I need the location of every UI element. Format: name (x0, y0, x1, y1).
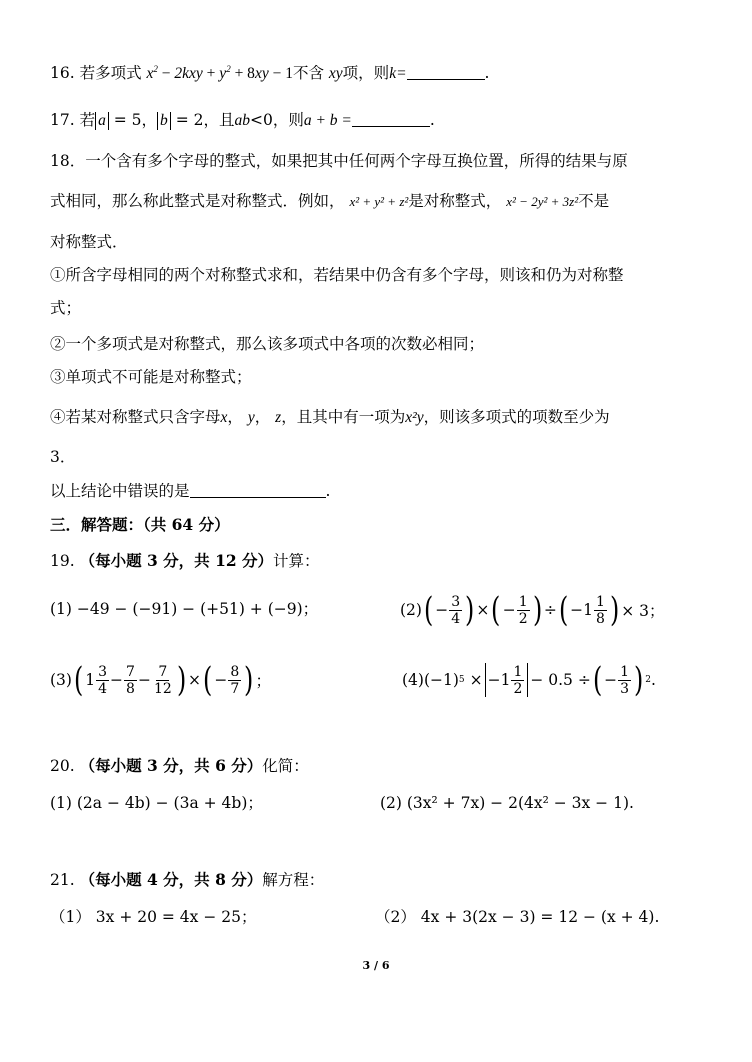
question-19-header (50, 550, 320, 572)
q21-points: （每小题 4 分，共 8 分） (79, 870, 263, 889)
q21-task: 解方程： (262, 871, 325, 889)
p4-mid: − 0.5 ÷ (530, 671, 591, 689)
p2-times: × (476, 601, 490, 619)
q20-task: 化简： (262, 757, 309, 775)
q16-end: . (484, 64, 490, 82)
q18-expr1: x² + y² + z² (349, 194, 409, 209)
question-20-header (50, 755, 309, 777)
p4-label: (4) (402, 671, 424, 689)
q16-tail: 不含 (292, 64, 324, 82)
q17-end: . (429, 111, 435, 129)
s4b: ，且其中有一项为 (281, 408, 406, 426)
answer-blank-18[interactable] (190, 483, 326, 498)
q19-points: （每小题 3 分，共 12 分） (79, 551, 274, 570)
q21-part1: （1） 3x + 20 = 4x − 25； (50, 908, 257, 926)
q18-line2a: 式相同，那么称此整式是对称整式．例如， (50, 192, 345, 210)
s4-y: y (247, 409, 255, 426)
section-heading: 三．解答题：（共 64 分） (50, 515, 230, 534)
q19-part1: (1) −49 − (−91) − (+51) + (−9)； (50, 600, 319, 618)
p3-end: ； (255, 672, 272, 690)
s4-z: z (275, 409, 282, 426)
q18-line2c: 不是 (578, 192, 610, 210)
statement-1b: 式； (50, 299, 82, 317)
answer-blank-16[interactable] (407, 65, 485, 80)
page-number: 3 / 6 (362, 959, 390, 972)
frac-1-8: $\frac{1}{8}$ (596, 593, 605, 627)
question-16 (50, 62, 489, 85)
q19-part4: (4) (−1) 5 × −1 $\frac{1}{2}$ − 0.5 ÷ ( − $\frac{1}{3}$ ) 2 . (402, 660, 656, 700)
q20-points: （每小题 3 分，共 6 分） (79, 756, 263, 775)
p4-pow: (−1) (423, 671, 459, 689)
q17-eq2: = 2，且 (170, 111, 235, 129)
statement-2: ②一个多项式是对称整式，那么该多项式中各项的次数必相同； (50, 335, 485, 353)
q16-polynomial: $x^2 - 2kxy + y^2 + 8xy - 1$ (146, 64, 293, 82)
frac-8-7: $\frac{8}{7}$ (230, 663, 240, 697)
q21-num: 21. (50, 871, 75, 889)
q16-xy: xy (328, 65, 343, 82)
q17-ab: ab (234, 112, 250, 129)
conclusion-end: . (325, 482, 331, 500)
statement-3: ③单项式不可能是对称整式； (50, 368, 252, 386)
q17-text: 17. 若 (50, 111, 96, 129)
q17-apb: a + b = (303, 112, 352, 129)
p4-end: . (651, 671, 656, 689)
p2-x3: × 3； (621, 602, 665, 620)
answer-blank-17[interactable] (352, 112, 430, 127)
q16-k: k= (389, 65, 407, 82)
q19-num: 19. (50, 552, 75, 570)
statement-4-end: 3． (50, 448, 76, 466)
question-21-header (50, 869, 324, 891)
question-17 (50, 109, 435, 132)
frac-7-12: $\frac{7}{12}$ (153, 663, 172, 697)
q21-part2: （2） 4x + 3(2x − 3) = 12 − (x + 4). (375, 908, 660, 926)
s4-x: x (220, 409, 228, 426)
statement-4: ④若某对称整式只含字母x， y， z，且其中有一项为x²y，则该多项式的项数至少为 (50, 408, 610, 426)
p2-label: (2) (400, 601, 422, 619)
statement-1a: ①所含字母相同的两个对称整式求和，若结果中仍含有多个字母，则该和仍为对称整 (50, 266, 624, 284)
q19-part2: (2) ( − $\frac{3}{4}$ ) × ( − $\frac{1}{2}$ ) ÷ ( −1 $\frac{1}{8}$ ) × 3； (400, 590, 665, 630)
p2-div: ÷ (543, 601, 557, 619)
q19-task: 计算： (273, 552, 320, 570)
frac-3-4: $\frac{3}{4}$ (451, 593, 461, 627)
abs-b: b (157, 112, 171, 130)
q18-line2b: 是对称整式， (408, 192, 502, 210)
abs-a: a (95, 112, 109, 130)
q18-line3: 对称整式． (50, 233, 128, 251)
s4-term: x²y (405, 409, 424, 426)
q20-part2: (2) (3x² + 7x) − 2(4x² − 3x − 1). (380, 794, 634, 812)
frac-1-3: $\frac{1}{3}$ (620, 663, 630, 697)
q16-tail2: 项，则 (342, 64, 390, 82)
q16-text: 16. 若多项式 (50, 64, 142, 82)
q17-eq5: = 5， (108, 111, 158, 129)
q18-line1: 18．一个含有多个字母的整式，如果把其中任何两个字母互换位置，所得的结果与原 (50, 152, 628, 170)
q19-part3: (3) ( 1 $\frac{3}{4}$ − $\frac{7}{8}$ − $\frac{7}{12}$ ) × ( − $\frac{8}{7}$ ) ； (50, 660, 272, 700)
frac-1-2: $\frac{1}{2}$ (518, 593, 528, 627)
frac-7-8: $\frac{7}{8}$ (126, 663, 135, 697)
q18-line2 (50, 190, 609, 213)
frac-1-2b: $\frac{1}{2}$ (513, 663, 523, 697)
q18-expr2: x² − 2y² + 3z² (506, 194, 579, 209)
conclusion-text: 以上结论中错误的是 (50, 482, 190, 500)
q17-lt: <0，则 (249, 111, 304, 129)
q18-conclusion (50, 480, 330, 502)
p3-label: (3) (50, 671, 72, 689)
q20-num: 20. (50, 757, 75, 775)
q20-part1: (1) (2a − 4b) − (3a + 4b)； (50, 794, 263, 812)
frac-3-4b: $\frac{3}{4}$ (98, 663, 108, 697)
s4a: ④若某对称整式只含字母 (50, 408, 221, 426)
s4c: ，则该多项式的项数至少为 (423, 408, 610, 426)
